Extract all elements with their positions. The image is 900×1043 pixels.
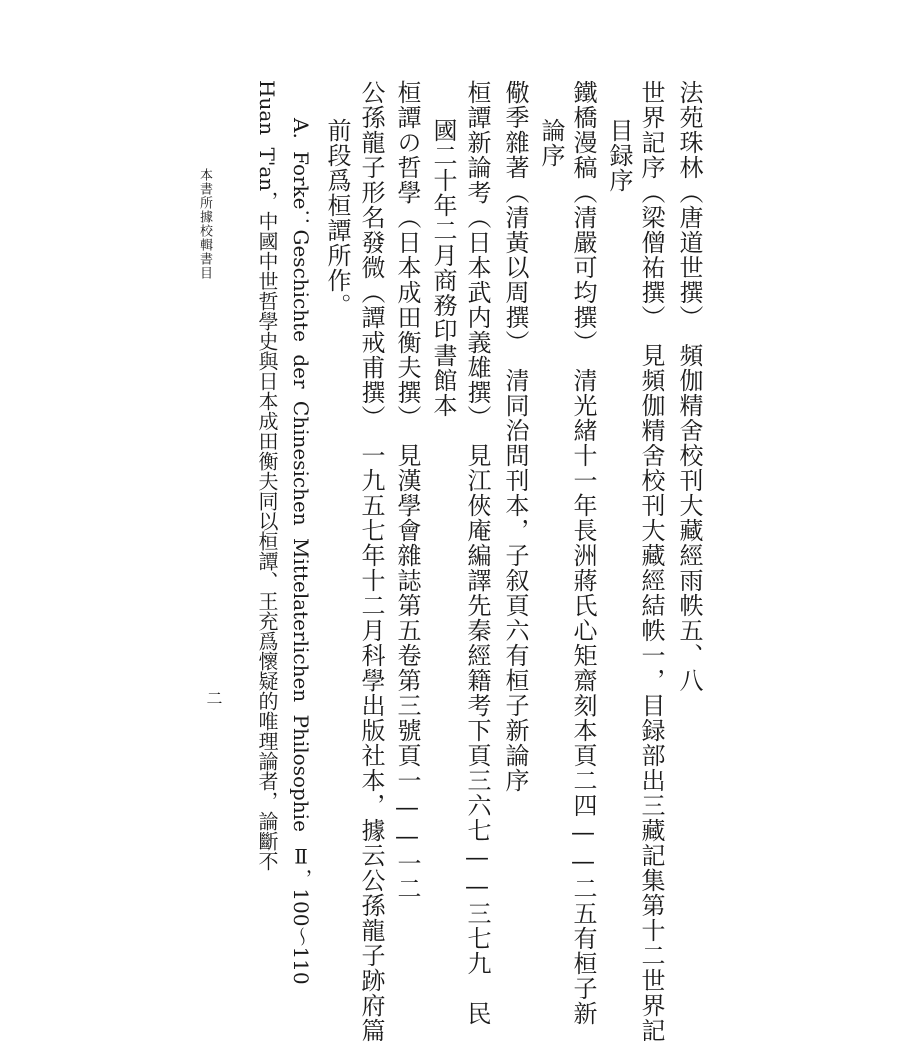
page-number: 二 [204,690,223,706]
text-column-10: 公孫龍子形名發微（譚戒甫撰） 一九五七年十二月科學出版社本，據云公孫龍子跡府篇 [357,80,385,1043]
text-column-6: 儆季雜著（清黃以周撰） 清同治問刊本，子叙頁六有桓子新論序 [501,80,529,793]
text-column-4: 鐵橋漫稿（清嚴可均撰） 清光緒十一年長洲蔣氏心矩齋刻本頁二四——二五有桓子新 [569,80,597,1026]
text-column-3: 目録序 [605,118,633,193]
text-column-8: 國二十年二月商務印書館本 [429,118,457,418]
text-column-13: Huan T'an，中國中世哲學史與日本成田衡夫同以桓譚、王充爲懷疑的唯理論者，論斷不 [255,80,279,872]
text-column-5: 論序 [537,118,565,168]
text-column-2: 世界記序（梁僧祐撰） 見頻伽精舍校刊大藏經結帙一，目録部出三藏記集第十二世界記 [637,80,665,1043]
text-column-9: 桓譚の哲學（日本成田衡夫撰） 見漢學會雜誌第五卷第三號頁一——一二 [393,80,421,901]
text-column-11: 前段爲桓譚所作。 [323,118,351,318]
text-column-12: A. Forke：Geschichte der Chinesichen Mittelaterlichen Philosophie Ⅱ，100～110 [289,118,313,985]
running-head: 本書所據校輯書目 [197,168,212,280]
text-column-1: 法苑珠林（唐道世撰） 頻伽精舍校刊大藏經雨帙五、八 [675,80,703,693]
text-column-7: 桓譚新論考（日本武内義雄撰） 見江俠庵編譯先秦經籍考下頁三六七——三七九 民 [463,80,491,1026]
